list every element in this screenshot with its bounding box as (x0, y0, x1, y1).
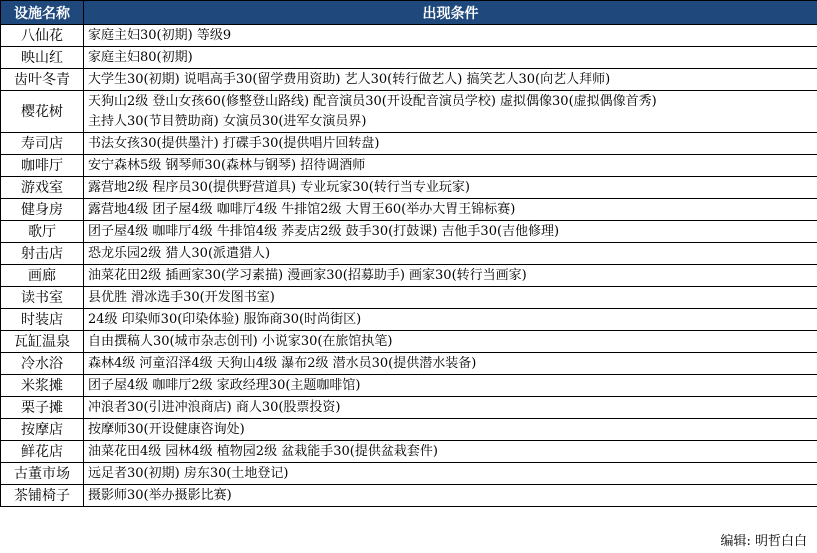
facility-name: 寿司店 (1, 133, 84, 155)
facility-name: 映山红 (1, 47, 84, 69)
condition-cell (84, 177, 817, 199)
table-row (1, 221, 817, 243)
facility-name: 画廊 (1, 265, 84, 287)
table-row (1, 47, 817, 69)
header-condition: 出现条件 (84, 1, 817, 25)
editor-credit: 编辑: 明哲白白 (720, 534, 807, 549)
table-row (1, 155, 817, 177)
facility-name: 按摩店 (1, 419, 84, 441)
condition-text: 天狗山2级 登山女孩60(修整登山路线) 配音演员30(开设配音演员学校) 虚拟偶像30(虚拟偶像首秀) (88, 93, 657, 109)
condition-text: 摄影师30(举办摄影比赛) (88, 487, 232, 503)
table-row (1, 199, 817, 221)
facility-name: 冷水浴 (1, 353, 84, 375)
facility-name: 咖啡厅 (1, 155, 84, 177)
condition-cell (84, 47, 817, 69)
condition-text: 安宁森林5级 钢琴师30(森林与钢琴) 招待调酒师 (88, 157, 366, 173)
table-row (1, 91, 817, 133)
condition-text: 团子屋4级 咖啡厅2级 家政经理30(主题咖啡馆) (88, 377, 361, 393)
condition-cell (84, 397, 817, 419)
condition-text: 露营地2级 程序员30(提供野营道具) 专业玩家30(转行当专业玩家) (88, 179, 470, 195)
facility-name: 古董市场 (1, 463, 84, 485)
facility-name: 射击店 (1, 243, 84, 265)
facility-name: 茶铺椅子 (1, 485, 84, 507)
facility-name: 瓦缸温泉 (1, 331, 84, 353)
facility-name: 时装店 (1, 309, 84, 331)
table-row (1, 331, 817, 353)
table-row (1, 375, 817, 397)
facility-name: 鲜花店 (1, 441, 84, 463)
facility-name: 八仙花 (1, 25, 84, 47)
table-row (1, 287, 817, 309)
table-body (1, 25, 817, 507)
facility-name: 读书室 (1, 287, 84, 309)
condition-cell (84, 91, 817, 133)
condition-cell (84, 353, 817, 375)
table-row (1, 353, 817, 375)
condition-text: 自由撰稿人30(城市杂志创刊) 小说家30(在旅馆执笔) (88, 333, 393, 349)
condition-text: 24级 印染师30(印染体验) 服饰商30(时尚街区) (88, 311, 362, 327)
table-row (1, 397, 817, 419)
condition-text: 家庭主妇80(初期) (88, 49, 193, 65)
condition-cell (84, 331, 817, 353)
condition-cell (84, 419, 817, 441)
table-row (1, 419, 817, 441)
facility-name: 米浆摊 (1, 375, 84, 397)
condition-text: 团子屋4级 咖啡厅4级 牛排馆4级 荞麦店2级 鼓手30(打鼓课) 吉他手30(吉他修理) (88, 223, 560, 239)
condition-cell (84, 155, 817, 177)
condition-text: 森林4级 河童沼泽4级 天狗山4级 瀑布2级 潜水员30(提供潜水装备) (88, 355, 477, 371)
condition-text: 家庭主妇30(初期) 等级9 (88, 27, 232, 43)
table-header-row (1, 1, 817, 25)
condition-text: 主持人30(节目赞助商) 女演员30(进军女演员界) (88, 113, 367, 129)
condition-cell (84, 463, 817, 485)
condition-text: 冲浪者30(引进冲浪商店) 商人30(股票投资) (88, 399, 341, 415)
condition-cell (84, 441, 817, 463)
facility-name: 樱花树 (1, 91, 84, 133)
condition-cell (84, 265, 817, 287)
condition-cell (84, 243, 817, 265)
condition-text: 按摩师30(开设健康咨询处) (88, 421, 245, 437)
table-row (1, 177, 817, 199)
header-facility-name: 设施名称 (1, 1, 84, 25)
condition-text: 大学生30(初期) 说唱高手30(留学费用资助) 艺人30(转行做艺人) 搞笑艺人30(向艺人拜师) (88, 71, 611, 87)
condition-cell (84, 309, 817, 331)
condition-cell (84, 375, 817, 397)
condition-cell (84, 133, 817, 155)
facility-name: 齿叶冬青 (1, 69, 84, 91)
facility-name: 游戏室 (1, 177, 84, 199)
condition-cell (84, 221, 817, 243)
condition-text: 书法女孩30(提供墨汁) 打碟手30(提供唱片回转盘) (88, 135, 380, 151)
condition-cell (84, 69, 817, 91)
table-row (1, 25, 817, 47)
table-row (1, 265, 817, 287)
condition-text: 远足者30(初期) 房东30(土地登记) (88, 465, 289, 481)
condition-text: 油菜花田4级 园林4级 植物园2级 盆栽能手30(提供盆栽套件) (88, 443, 438, 459)
condition-text: 油菜花田2级 插画家30(学习素描) 漫画家30(招募助手) 画家30(转行当画家) (88, 267, 527, 283)
table-row (1, 463, 817, 485)
table-row (1, 243, 817, 265)
table-row (1, 69, 817, 91)
condition-text: 露营地4级 团子屋4级 咖啡厅4级 牛排馆2级 大胃王60(举办大胃王锦标赛) (88, 201, 516, 217)
condition-text: 恐龙乐园2级 猎人30(派遣猎人) (88, 245, 271, 261)
facility-name: 健身房 (1, 199, 84, 221)
table-row (1, 309, 817, 331)
condition-cell (84, 199, 817, 221)
table-row (1, 133, 817, 155)
facility-name: 歌厅 (1, 221, 84, 243)
table-row (1, 441, 817, 463)
condition-cell (84, 25, 817, 47)
table-row (1, 485, 817, 507)
condition-cell (84, 287, 817, 309)
condition-text: 县优胜 滑冰选手30(开发图书室) (88, 289, 275, 305)
condition-cell (84, 485, 817, 507)
facility-name: 栗子摊 (1, 397, 84, 419)
